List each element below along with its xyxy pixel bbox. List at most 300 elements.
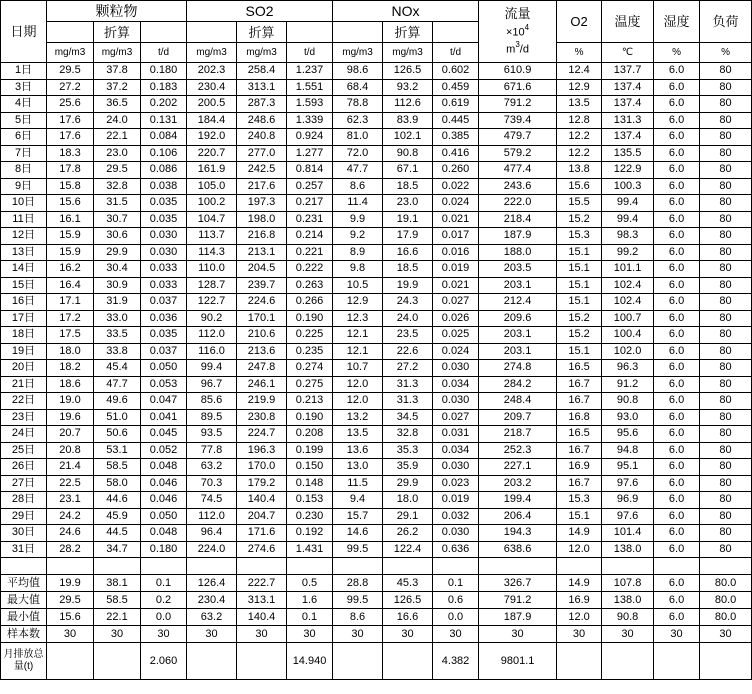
particulate-td-cell: 0.033 bbox=[141, 261, 187, 278]
spacer-cell bbox=[237, 558, 287, 575]
humid-cell: 6.0 bbox=[654, 492, 700, 509]
particulate-td-cell: 0.202 bbox=[141, 96, 187, 113]
particulate-cell: 21.4 bbox=[47, 459, 94, 476]
nox-cell: 62.3 bbox=[333, 112, 383, 129]
so2-td-cell: 1.593 bbox=[287, 96, 333, 113]
so2-conv-cell: 240.8 bbox=[237, 129, 287, 146]
load-cell: 30 bbox=[700, 626, 752, 643]
flow-cell: 218.4 bbox=[479, 211, 557, 228]
spacer-row bbox=[1, 558, 752, 575]
nox-td-cell: 0.030 bbox=[433, 360, 479, 377]
particulate-conv-cell: 33.5 bbox=[94, 327, 141, 344]
humid-cell: 6.0 bbox=[654, 162, 700, 179]
so2-td-cell: 1.551 bbox=[287, 79, 333, 96]
so2-cell: 128.7 bbox=[187, 277, 237, 294]
humid-cell: 6.0 bbox=[654, 129, 700, 146]
flow-cell: 243.6 bbox=[479, 178, 557, 195]
nox-cell: 10.5 bbox=[333, 277, 383, 294]
particulate-td-cell: 0.052 bbox=[141, 442, 187, 459]
o2-cell: 16.9 bbox=[557, 592, 602, 609]
so2-td-cell: 0.192 bbox=[287, 525, 333, 542]
nox-conv-cell: 31.3 bbox=[383, 393, 433, 410]
date-cell: 21日 bbox=[1, 376, 47, 393]
particulate-cell: 28.2 bbox=[47, 541, 94, 558]
nox-td-cell: 0.026 bbox=[433, 310, 479, 327]
o2-cell: 12.8 bbox=[557, 112, 602, 129]
spacer-cell bbox=[654, 558, 700, 575]
so2-td-cell: 0.225 bbox=[287, 327, 333, 344]
o2-cell: 15.2 bbox=[557, 310, 602, 327]
so2-cell: 202.3 bbox=[187, 63, 237, 80]
so2-conv-cell: 313.1 bbox=[237, 592, 287, 609]
particulate-cell: 29.5 bbox=[47, 592, 94, 609]
so2-conv-cell: 170.0 bbox=[237, 459, 287, 476]
day-row bbox=[1, 492, 752, 509]
nox-cell: 30 bbox=[333, 626, 383, 643]
flow-cell: 791.2 bbox=[479, 592, 557, 609]
particulate-td-cell: 30 bbox=[141, 626, 187, 643]
o2-cell: 14.9 bbox=[557, 575, 602, 592]
total-cell-empty bbox=[602, 643, 654, 680]
particulate-td-cell: 0.046 bbox=[141, 475, 187, 492]
so2-td-cell: 0.275 bbox=[287, 376, 333, 393]
spacer-cell bbox=[187, 558, 237, 575]
so2-cell: 116.0 bbox=[187, 343, 237, 360]
nox-td-cell: 0.619 bbox=[433, 96, 479, 113]
flow-cell: 477.4 bbox=[479, 162, 557, 179]
nox-td-cell: 0.034 bbox=[433, 376, 479, 393]
nox-td-cell: 0.031 bbox=[433, 426, 479, 443]
day-row bbox=[1, 96, 752, 113]
nox-conv-cell: 112.6 bbox=[383, 96, 433, 113]
total-flow: 9801.1 bbox=[479, 643, 557, 680]
o2-cell: 15.1 bbox=[557, 244, 602, 261]
humid-cell: 6.0 bbox=[654, 145, 700, 162]
flow-cell: 252.3 bbox=[479, 442, 557, 459]
so2-td-cell: 1.339 bbox=[287, 112, 333, 129]
flow-cell: 194.3 bbox=[479, 525, 557, 542]
date-cell: 23日 bbox=[1, 409, 47, 426]
particulate-conv-cell: 36.5 bbox=[94, 96, 141, 113]
humid-cell: 6.0 bbox=[654, 609, 700, 626]
o2-cell: 15.1 bbox=[557, 294, 602, 311]
so2-cell: 224.0 bbox=[187, 541, 237, 558]
unit-so2-conv-mg: mg/m3 bbox=[237, 43, 287, 63]
date-cell: 19日 bbox=[1, 343, 47, 360]
particulate-conv-cell: 31.9 bbox=[94, 294, 141, 311]
nox-conv-cell: 31.3 bbox=[383, 376, 433, 393]
so2-cell: 112.0 bbox=[187, 327, 237, 344]
nox-td-cell: 0.030 bbox=[433, 459, 479, 476]
humid-cell: 6.0 bbox=[654, 525, 700, 542]
temp-cell: 138.0 bbox=[602, 592, 654, 609]
so2-td-cell: 0.148 bbox=[287, 475, 333, 492]
unit-particulate-mg: mg/m3 bbox=[47, 43, 94, 63]
nox-conv-cell: 16.6 bbox=[383, 609, 433, 626]
total-cell-empty bbox=[557, 643, 602, 680]
temp-cell: 95.1 bbox=[602, 459, 654, 476]
flow-cell: 199.4 bbox=[479, 492, 557, 509]
unit-particulate-td: t/d bbox=[141, 43, 187, 63]
date-cell: 25日 bbox=[1, 442, 47, 459]
nox-td-cell: 0.034 bbox=[433, 442, 479, 459]
o2-cell: 15.2 bbox=[557, 327, 602, 344]
load-cell: 80 bbox=[700, 459, 752, 476]
day-row bbox=[1, 376, 752, 393]
flow-cell: 209.6 bbox=[479, 310, 557, 327]
particulate-td-cell: 0.180 bbox=[141, 541, 187, 558]
particulate-cell: 15.9 bbox=[47, 244, 94, 261]
nox-cell: 12.1 bbox=[333, 327, 383, 344]
date-cell: 13日 bbox=[1, 244, 47, 261]
load-cell: 80 bbox=[700, 178, 752, 195]
particulate-td-cell: 0.041 bbox=[141, 409, 187, 426]
nox-cell: 9.9 bbox=[333, 211, 383, 228]
o2-cell: 12.2 bbox=[557, 129, 602, 146]
so2-conv-cell: 287.3 bbox=[237, 96, 287, 113]
date-cell: 6日 bbox=[1, 129, 47, 146]
load-cell: 80 bbox=[700, 508, 752, 525]
particulate-blank bbox=[47, 22, 94, 43]
temp-cell: 102.4 bbox=[602, 294, 654, 311]
load-cell: 80 bbox=[700, 294, 752, 311]
so2-cell: 113.7 bbox=[187, 228, 237, 245]
day-row bbox=[1, 294, 752, 311]
o2-cell: 15.1 bbox=[557, 343, 602, 360]
so2-conv-cell: 213.6 bbox=[237, 343, 287, 360]
particulate-td-cell: 0.047 bbox=[141, 393, 187, 410]
date-cell: 12日 bbox=[1, 228, 47, 245]
temp-cell: 95.6 bbox=[602, 426, 654, 443]
so2-blank-2 bbox=[287, 22, 333, 43]
nox-conv-cell: 16.6 bbox=[383, 244, 433, 261]
day-row bbox=[1, 129, 752, 146]
so2-cell: 161.9 bbox=[187, 162, 237, 179]
so2-conv-cell: 140.4 bbox=[237, 609, 287, 626]
temp-cell: 137.4 bbox=[602, 96, 654, 113]
particulate-conv-cell: 31.5 bbox=[94, 195, 141, 212]
humid-cell: 6.0 bbox=[654, 360, 700, 377]
day-row bbox=[1, 228, 752, 245]
unit-nox-td: t/d bbox=[433, 43, 479, 63]
so2-cell: 63.2 bbox=[187, 609, 237, 626]
date-cell: 最小值 bbox=[1, 609, 47, 626]
particulate-cell: 24.2 bbox=[47, 508, 94, 525]
so2-conv-cell: 258.4 bbox=[237, 63, 287, 80]
day-row bbox=[1, 426, 752, 443]
nox-conv-cell: 126.5 bbox=[383, 592, 433, 609]
temp-cell: 107.8 bbox=[602, 575, 654, 592]
day-row bbox=[1, 393, 752, 410]
flow-header-multiplier: ×10 bbox=[505, 25, 525, 38]
total-cell-empty bbox=[187, 643, 237, 680]
so2-conv-cell: 277.0 bbox=[237, 145, 287, 162]
particulate-conv-cell: 58.5 bbox=[94, 459, 141, 476]
nox-td-cell: 0.032 bbox=[433, 508, 479, 525]
unit-temp: ℃ bbox=[602, 43, 654, 63]
spacer-cell bbox=[94, 558, 141, 575]
flow-cell: 203.2 bbox=[479, 475, 557, 492]
nox-cell: 8.9 bbox=[333, 244, 383, 261]
nox-conv-cell: 19.9 bbox=[383, 277, 433, 294]
o2-cell: 13.8 bbox=[557, 162, 602, 179]
date-cell: 28日 bbox=[1, 492, 47, 509]
temp-cell: 122.9 bbox=[602, 162, 654, 179]
so2-header: SO2 bbox=[187, 1, 333, 22]
date-cell: 27日 bbox=[1, 475, 47, 492]
nox-cell: 9.2 bbox=[333, 228, 383, 245]
particulate-cell: 24.6 bbox=[47, 525, 94, 542]
nox-td-cell: 0.030 bbox=[433, 393, 479, 410]
humid-cell: 6.0 bbox=[654, 327, 700, 344]
so2-td-cell: 0.230 bbox=[287, 508, 333, 525]
header-row-1 bbox=[1, 1, 752, 22]
temp-cell: 100.7 bbox=[602, 310, 654, 327]
nox-td-cell: 0.602 bbox=[433, 63, 479, 80]
total-cell-empty bbox=[383, 643, 433, 680]
particulate-td-cell: 0.036 bbox=[141, 310, 187, 327]
so2-conv-cell: 239.7 bbox=[237, 277, 287, 294]
particulate-conv-cell: 47.7 bbox=[94, 376, 141, 393]
load-cell: 80 bbox=[700, 112, 752, 129]
date-cell: 24日 bbox=[1, 426, 47, 443]
particulate-conv-cell: 45.9 bbox=[94, 508, 141, 525]
load-cell: 80 bbox=[700, 145, 752, 162]
o2-cell: 16.7 bbox=[557, 475, 602, 492]
particulate-conv-cell: 32.8 bbox=[94, 178, 141, 195]
date-cell: 16日 bbox=[1, 294, 47, 311]
load-cell: 80 bbox=[700, 343, 752, 360]
day-row bbox=[1, 79, 752, 96]
humid-cell: 6.0 bbox=[654, 409, 700, 426]
load-cell: 80.0 bbox=[700, 575, 752, 592]
so2-cell: 30 bbox=[187, 626, 237, 643]
particulate-cell: 17.1 bbox=[47, 294, 94, 311]
temp-cell: 101.1 bbox=[602, 261, 654, 278]
particulate-conv-cell: 22.1 bbox=[94, 609, 141, 626]
particulate-cell: 17.8 bbox=[47, 162, 94, 179]
nox-converted-header: 折算 bbox=[383, 22, 433, 43]
particulate-cell: 20.7 bbox=[47, 426, 94, 443]
day-row bbox=[1, 145, 752, 162]
total-cell-empty bbox=[94, 643, 141, 680]
particulate-conv-cell: 51.0 bbox=[94, 409, 141, 426]
particulate-cell: 23.1 bbox=[47, 492, 94, 509]
particulate-conv-cell: 58.0 bbox=[94, 475, 141, 492]
particulate-conv-cell: 44.6 bbox=[94, 492, 141, 509]
humid-cell: 6.0 bbox=[654, 195, 700, 212]
nox-cell: 15.7 bbox=[333, 508, 383, 525]
o2-cell: 15.3 bbox=[557, 492, 602, 509]
day-row bbox=[1, 343, 752, 360]
particulate-cell: 16.2 bbox=[47, 261, 94, 278]
particulate-td-cell: 0.131 bbox=[141, 112, 187, 129]
flow-unit-per-day: /d bbox=[519, 42, 529, 55]
temp-cell: 137.4 bbox=[602, 129, 654, 146]
o2-cell: 15.1 bbox=[557, 508, 602, 525]
unit-humid: % bbox=[654, 43, 700, 63]
monthly-total-row bbox=[1, 643, 752, 680]
date-cell: 15日 bbox=[1, 277, 47, 294]
load-cell: 80 bbox=[700, 442, 752, 459]
so2-conv-cell: 171.6 bbox=[237, 525, 287, 542]
day-row bbox=[1, 112, 752, 129]
so2-td-cell: 1.6 bbox=[287, 592, 333, 609]
nox-cell: 78.8 bbox=[333, 96, 383, 113]
flow-cell: 791.2 bbox=[479, 96, 557, 113]
load-cell: 80 bbox=[700, 393, 752, 410]
nox-cell: 10.7 bbox=[333, 360, 383, 377]
particulate-cell: 16.4 bbox=[47, 277, 94, 294]
so2-cell: 200.5 bbox=[187, 96, 237, 113]
nox-cell: 98.6 bbox=[333, 63, 383, 80]
particulate-td-cell: 0.030 bbox=[141, 228, 187, 245]
nox-cell: 12.0 bbox=[333, 376, 383, 393]
so2-cell: 220.7 bbox=[187, 145, 237, 162]
so2-cell: 105.0 bbox=[187, 178, 237, 195]
nox-conv-cell: 29.9 bbox=[383, 475, 433, 492]
humid-cell: 6.0 bbox=[654, 426, 700, 443]
temp-cell: 93.0 bbox=[602, 409, 654, 426]
particulate-conv-cell: 30.7 bbox=[94, 211, 141, 228]
nox-conv-cell: 18.5 bbox=[383, 178, 433, 195]
so2-td-cell: 0.213 bbox=[287, 393, 333, 410]
particulate-cell: 22.5 bbox=[47, 475, 94, 492]
particulate-conv-cell: 22.1 bbox=[94, 129, 141, 146]
so2-td-cell: 0.263 bbox=[287, 277, 333, 294]
load-cell: 80 bbox=[700, 195, 752, 212]
day-row bbox=[1, 508, 752, 525]
flow-cell: 227.1 bbox=[479, 459, 557, 476]
o2-cell: 16.7 bbox=[557, 376, 602, 393]
particulate-cell: 18.0 bbox=[47, 343, 94, 360]
flow-cell: 671.6 bbox=[479, 79, 557, 96]
nox-cell: 9.4 bbox=[333, 492, 383, 509]
nox-td-cell: 0.030 bbox=[433, 525, 479, 542]
unit-so2-mg: mg/m3 bbox=[187, 43, 237, 63]
so2-conv-cell: 242.5 bbox=[237, 162, 287, 179]
total-cell-empty bbox=[654, 643, 700, 680]
so2-td-cell: 1.237 bbox=[287, 63, 333, 80]
temp-cell: 97.6 bbox=[602, 508, 654, 525]
nox-td-cell: 0.019 bbox=[433, 261, 479, 278]
particulate-cell: 29.5 bbox=[47, 63, 94, 80]
particulate-td-cell: 0.084 bbox=[141, 129, 187, 146]
nox-conv-cell: 23.0 bbox=[383, 195, 433, 212]
nox-cell: 13.0 bbox=[333, 459, 383, 476]
nox-cell: 68.4 bbox=[333, 79, 383, 96]
o2-cell: 12.9 bbox=[557, 79, 602, 96]
so2-td-cell: 0.1 bbox=[287, 609, 333, 626]
total-so2-td: 14.940 bbox=[287, 643, 333, 680]
day-row bbox=[1, 459, 752, 476]
load-cell: 80 bbox=[700, 96, 752, 113]
particulate-td-cell: 0.048 bbox=[141, 525, 187, 542]
total-nox-td: 4.382 bbox=[433, 643, 479, 680]
nox-td-cell: 0.0 bbox=[433, 609, 479, 626]
load-cell: 80 bbox=[700, 162, 752, 179]
particulate-td-cell: 0.033 bbox=[141, 277, 187, 294]
day-row bbox=[1, 310, 752, 327]
spacer-cell bbox=[383, 558, 433, 575]
date-cell: 31日 bbox=[1, 541, 47, 558]
flow-unit-m: m bbox=[506, 42, 516, 55]
nox-conv-cell: 67.1 bbox=[383, 162, 433, 179]
temp-cell: 98.3 bbox=[602, 228, 654, 245]
so2-td-cell: 0.257 bbox=[287, 178, 333, 195]
load-cell: 80 bbox=[700, 244, 752, 261]
so2-td-cell: 0.231 bbox=[287, 211, 333, 228]
day-row bbox=[1, 360, 752, 377]
particulate-conv-cell: 30.4 bbox=[94, 261, 141, 278]
humid-cell: 6.0 bbox=[654, 575, 700, 592]
particulate-conv-cell: 37.8 bbox=[94, 63, 141, 80]
nox-cell: 11.5 bbox=[333, 475, 383, 492]
particulate-td-cell: 0.180 bbox=[141, 63, 187, 80]
particulate-cell: 20.8 bbox=[47, 442, 94, 459]
temp-cell: 96.9 bbox=[602, 492, 654, 509]
particulate-conv-cell: 37.2 bbox=[94, 79, 141, 96]
so2-td-cell: 0.274 bbox=[287, 360, 333, 377]
day-row bbox=[1, 327, 752, 344]
load-cell: 80.0 bbox=[700, 609, 752, 626]
flow-cell: 274.8 bbox=[479, 360, 557, 377]
particulate-conv-cell: 44.5 bbox=[94, 525, 141, 542]
load-header: 负荷 bbox=[700, 1, 752, 43]
so2-td-cell: 0.235 bbox=[287, 343, 333, 360]
date-cell: 4日 bbox=[1, 96, 47, 113]
so2-conv-cell: 204.7 bbox=[237, 508, 287, 525]
so2-cell: 70.3 bbox=[187, 475, 237, 492]
particulate-conv-cell: 33.8 bbox=[94, 343, 141, 360]
flow-cell: 206.4 bbox=[479, 508, 557, 525]
particulate-td-cell: 0.035 bbox=[141, 211, 187, 228]
particulate-td-cell: 0.046 bbox=[141, 492, 187, 509]
load-cell: 80 bbox=[700, 475, 752, 492]
nox-cell: 8.6 bbox=[333, 609, 383, 626]
temp-cell: 97.6 bbox=[602, 475, 654, 492]
total-particulate-td: 2.060 bbox=[141, 643, 187, 680]
nox-td-cell: 0.260 bbox=[433, 162, 479, 179]
nox-conv-cell: 24.0 bbox=[383, 310, 433, 327]
nox-cell: 13.2 bbox=[333, 409, 383, 426]
nox-conv-cell: 93.2 bbox=[383, 79, 433, 96]
humid-cell: 6.0 bbox=[654, 475, 700, 492]
flow-cell: 610.9 bbox=[479, 63, 557, 80]
so2-conv-cell: 247.8 bbox=[237, 360, 287, 377]
date-cell: 20日 bbox=[1, 360, 47, 377]
temp-cell: 138.0 bbox=[602, 541, 654, 558]
nox-conv-cell: 83.9 bbox=[383, 112, 433, 129]
nox-td-cell: 0.019 bbox=[433, 492, 479, 509]
nox-td-cell: 0.1 bbox=[433, 575, 479, 592]
date-cell: 3日 bbox=[1, 79, 47, 96]
o2-cell: 16.7 bbox=[557, 442, 602, 459]
so2-td-cell: 0.150 bbox=[287, 459, 333, 476]
nox-cell: 11.4 bbox=[333, 195, 383, 212]
temp-cell: 96.3 bbox=[602, 360, 654, 377]
date-cell: 最大值 bbox=[1, 592, 47, 609]
load-cell: 80 bbox=[700, 409, 752, 426]
load-cell: 80 bbox=[700, 79, 752, 96]
so2-conv-cell: 246.1 bbox=[237, 376, 287, 393]
particulate-td-cell: 0.086 bbox=[141, 162, 187, 179]
humid-cell: 6.0 bbox=[654, 442, 700, 459]
so2-cell: 74.5 bbox=[187, 492, 237, 509]
nox-td-cell: 0.416 bbox=[433, 145, 479, 162]
date-cell: 1日 bbox=[1, 63, 47, 80]
flow-cell: 30 bbox=[479, 626, 557, 643]
